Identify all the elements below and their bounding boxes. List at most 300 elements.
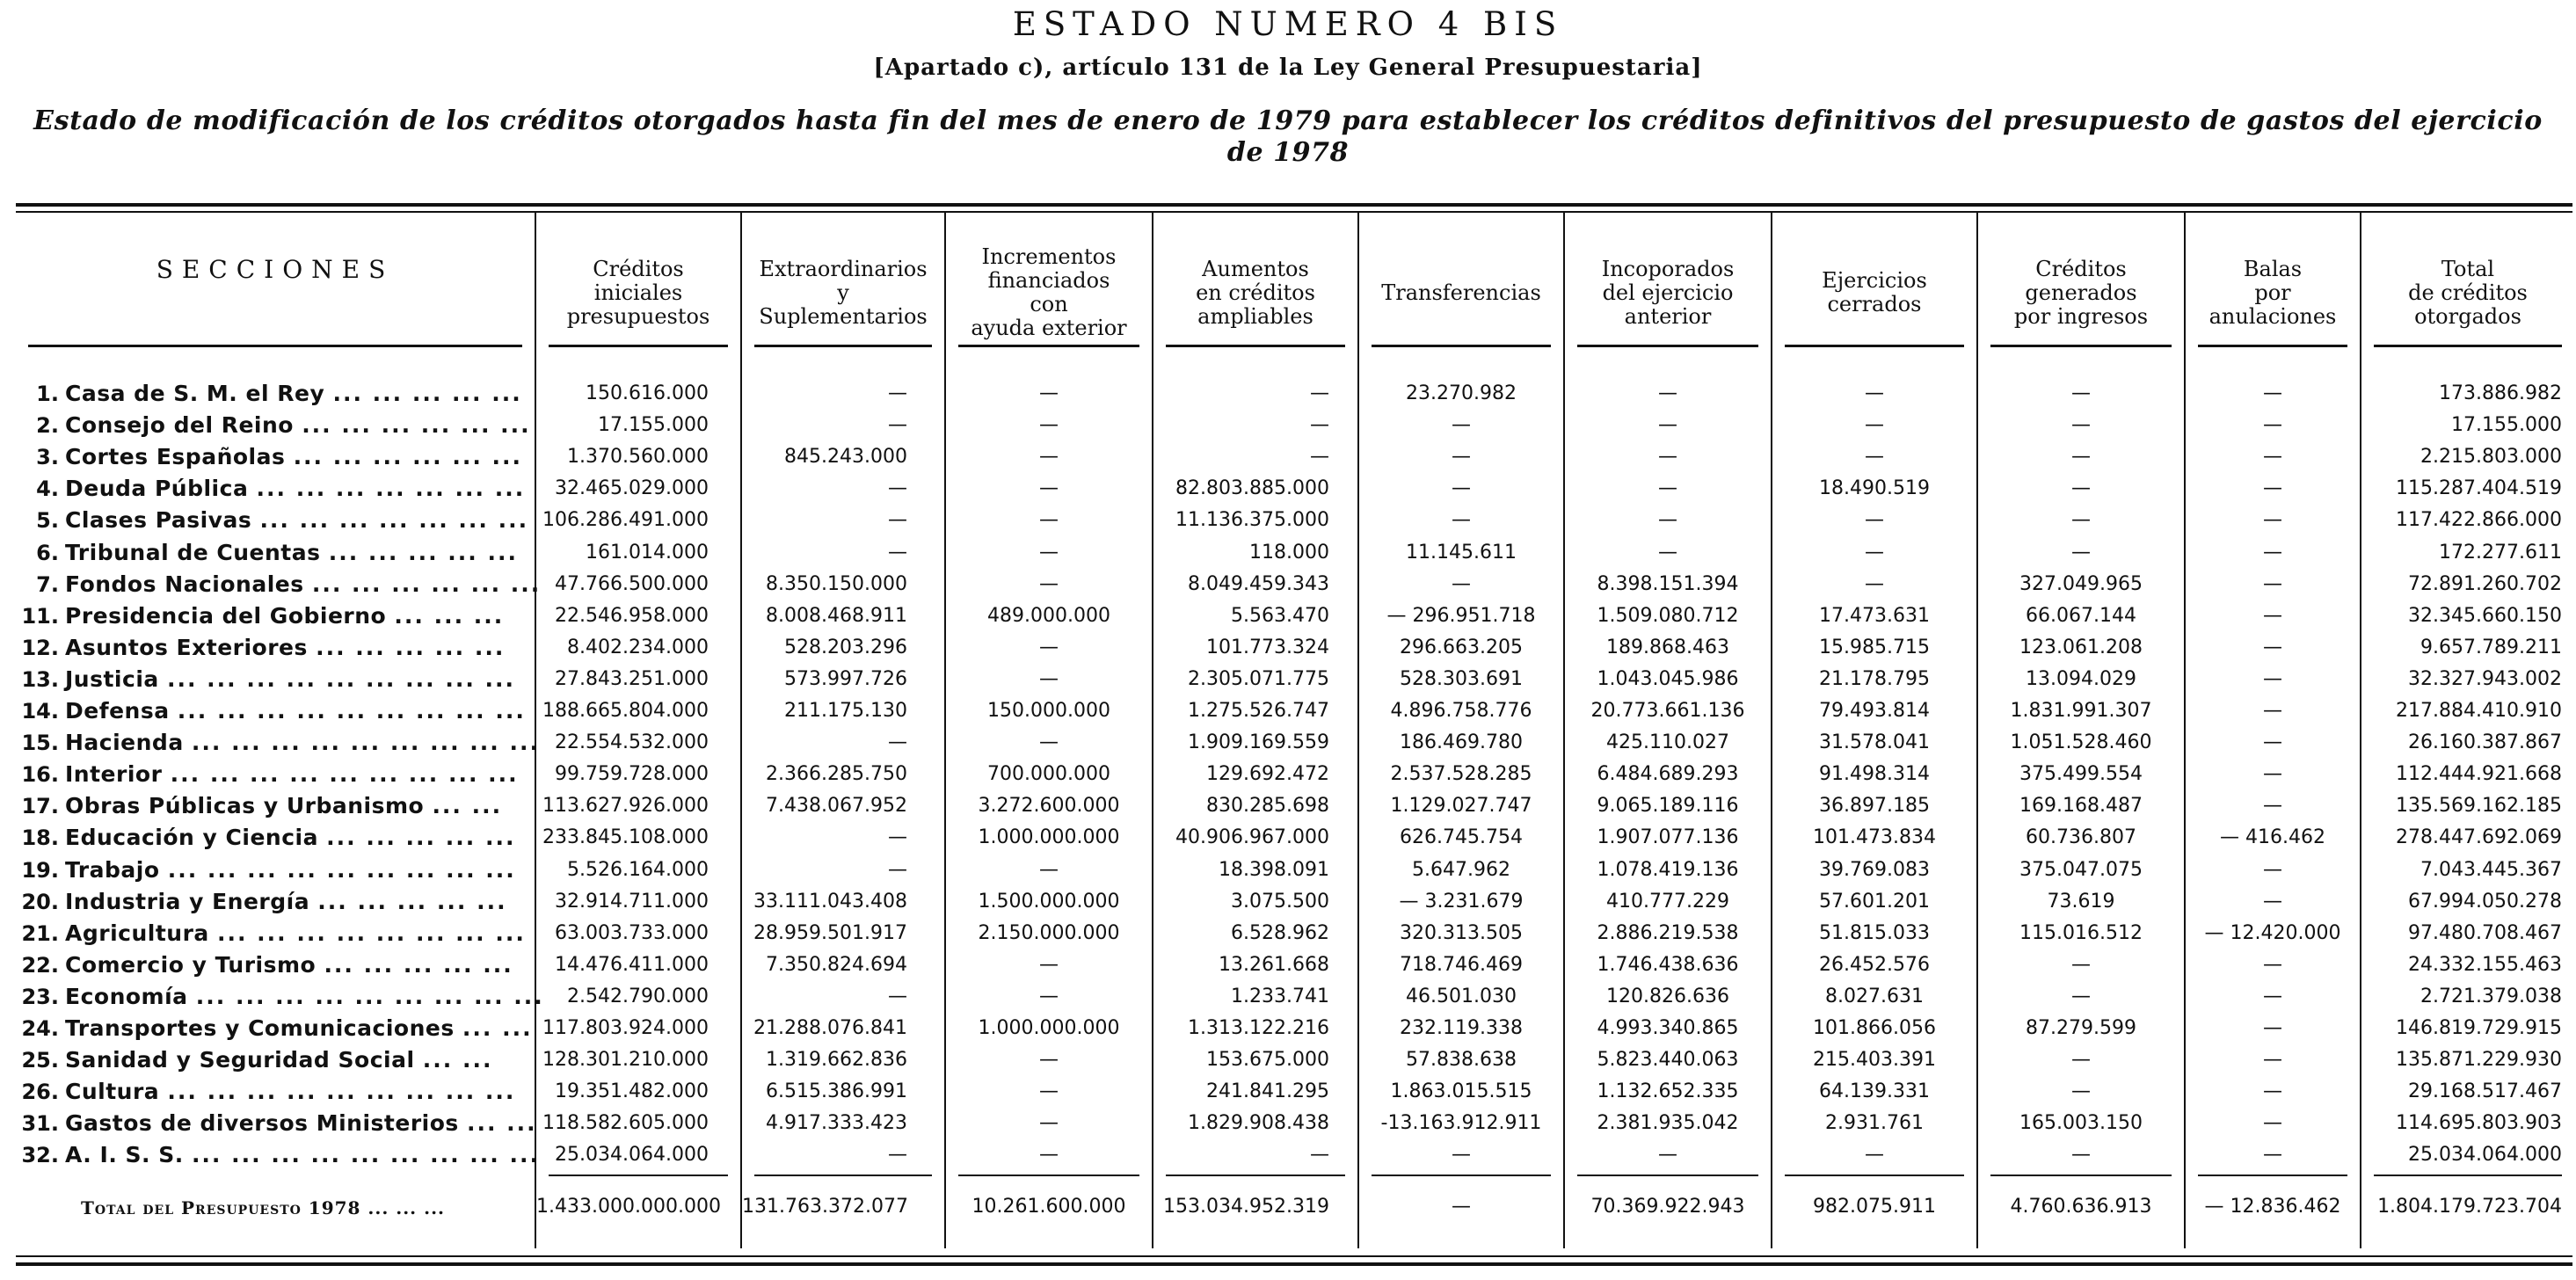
cell-c6: — [1658,1144,1677,1167]
cell-c1: 188.665.804.000 [542,700,709,722]
cell-c4: 6.528.962 [1231,921,1329,944]
cell-c6: 2.381.935.042 [1597,1112,1739,1135]
row-number: 14. [21,699,59,724]
column-header-c3: Incrementos financiados con ayuda exterior [971,244,1127,340]
cell-c8: 1.051.528.460 [2010,731,2152,754]
cell-c4: 1.275.526.747 [1188,700,1329,722]
cell-c2: 8.350.150.000 [766,572,907,595]
table-row [0,378,2576,410]
cell-c3: — [1039,731,1059,754]
cell-c3: — [1039,1049,1059,1072]
cell-c4: 2.305.071.775 [1188,667,1329,690]
cell-c5: 11.145.611 [1406,541,1517,564]
cell-c6: 1.746.438.636 [1597,953,1739,976]
cell-c7: — [1865,572,1884,595]
section-name-text: Hacienda [65,730,192,756]
cell-c10: 29.168.517.467 [2408,1080,2562,1103]
cell-c1: 113.627.926.000 [542,795,709,818]
cell-c7: 51.815.033 [1819,921,1930,944]
cell-c8: 60.736.807 [2026,826,2136,849]
cell-c9: — [2263,446,2282,469]
leader-dots: ... ... ... ... ... [317,888,507,914]
table-row [0,600,2576,632]
cell-c3: 1.000.000.000 [978,1017,1120,1039]
table-row [0,822,2576,854]
row-number: 2. [36,413,59,439]
cell-c4: 1.829.908.438 [1188,1112,1329,1135]
table-row [0,1139,2576,1171]
section-name-text: Sanidad y Seguridad Social [65,1047,423,1073]
cell-c1: 19.351.482.000 [555,1080,709,1103]
cell-c1: 161.014.000 [586,541,709,564]
cell-c10: 278.447.692.069 [2396,826,2562,849]
cell-c3: — [1039,1112,1059,1135]
cell-c6: 8.398.151.394 [1597,572,1739,595]
cell-c10: 115.287.404.519 [2396,477,2562,500]
total-separator [1166,1175,1345,1176]
cell-c4: — [1310,414,1329,437]
table-row [0,441,2576,473]
section-name-text: Fondos Nacionales [65,571,312,597]
cell-c6: — [1658,446,1677,469]
cell-c7: 26.452.576 [1819,953,1930,976]
cell-c2: 28.959.501.917 [753,921,907,944]
cell-c1: 118.582.605.000 [542,1112,709,1135]
section-name-text: Industria y Energía [65,888,318,914]
cell-c6: 189.868.463 [1606,636,1729,658]
row-number: 13. [21,666,59,692]
cell-c4: — [1310,446,1329,469]
cell-c10: 9.657.789.211 [2420,636,2562,658]
cell-c3: — [1039,509,1059,532]
cell-c7: — [1865,541,1884,564]
section-name-text: A. I. S. S. [65,1142,192,1168]
cell-c9: — [2263,541,2282,564]
cell-c9: — [2263,604,2282,627]
cell-c8: 327.049.965 [2019,572,2143,595]
row-section-name [65,1079,527,1104]
cell-c5: — [1452,1196,1471,1218]
cell-c9: — [2263,572,2282,595]
row-section-name [65,825,527,850]
leader-dots: ... ... ... ... ... ... [311,571,542,597]
cell-c1: 22.554.532.000 [555,731,709,754]
cell-c4: 1.233.741 [1231,985,1329,1007]
cell-c1: 233.845.108.000 [542,826,709,849]
leader-dots: ... ... ... ... ... ... ... ... ... [195,983,544,1009]
cell-c8: — [2071,382,2091,404]
cell-c5: 528.303.691 [1400,667,1523,690]
row-number: 17. [21,794,59,819]
cell-c4: 241.841.295 [1206,1080,1329,1103]
table-row [0,664,2576,695]
cell-c9: — [2263,667,2282,690]
leader-dots: ... ... ... ... ... ... ... ... ... [191,1142,540,1168]
row-number: 26. [21,1080,59,1105]
row-section-name [65,540,527,565]
cell-c6: — [1658,541,1677,564]
cell-c8: 375.047.075 [2019,858,2143,881]
total-separator [1372,1175,1551,1176]
cell-c5: 2.537.528.285 [1390,763,1532,786]
cell-c7: — [1865,509,1884,532]
cell-c8: 73.619 [2047,890,2115,913]
cell-c2: 211.175.130 [784,700,907,722]
cell-c9: — [2263,700,2282,722]
cell-c6: 70.369.922.943 [1590,1196,1745,1218]
cell-c6: 425.110.027 [1606,731,1729,754]
cell-c8: 375.499.554 [2019,763,2143,786]
cell-c6: 1.132.652.335 [1597,1080,1739,1103]
table-row [0,505,2576,536]
cell-c2: 6.515.386.991 [766,1080,907,1103]
cell-c8: 115.016.512 [2019,921,2143,944]
cell-c2: 2.366.285.750 [766,763,907,786]
cell-c5: — [1452,446,1471,469]
cell-c1: 14.476.411.000 [555,953,709,976]
table-row [0,1013,2576,1044]
section-name-text: Deuda Pública [65,476,257,502]
cell-c7: 18.490.519 [1819,477,1930,500]
cell-c6: — [1658,509,1677,532]
section-name-text: Presidencia del Gobierno [65,602,395,629]
cell-c9: — [2263,1017,2282,1039]
cell-c2: 33.111.043.408 [753,890,907,913]
cell-c10: 97.480.708.467 [2408,921,2562,944]
row-section-name [65,983,544,1009]
leader-dots: ... ... ... ... ... [326,825,516,851]
row-section-name [65,507,527,533]
cell-c3: 150.000.000 [987,700,1110,722]
row-number: 6. [36,540,59,565]
row-section-name [65,793,527,818]
cell-c4: 129.692.472 [1206,763,1329,786]
cell-c9: — [2263,1144,2282,1167]
total-separator [958,1175,1139,1176]
cell-c1: 128.301.210.000 [542,1049,709,1072]
row-number: 23. [21,984,59,1009]
row-section-name [65,571,542,597]
cell-c4: 1.313.122.216 [1188,1017,1329,1039]
section-name-text: Gastos de diversos Ministerios [65,1110,467,1137]
cell-c10: 17.155.000 [2451,414,2562,437]
table-row [0,569,2576,600]
cell-c1: 63.003.733.000 [555,921,709,944]
cell-c10: 1.804.179.723.704 [2377,1196,2562,1218]
leader-dots: ... ... ... ... ... ... ... ... ... [166,665,516,692]
cell-c5: 320.313.505 [1400,921,1523,944]
cell-c10: 72.891.260.702 [2408,572,2562,595]
cell-c2: — [888,541,907,564]
cell-c1: 17.155.000 [598,414,709,437]
cell-c9: — [2263,414,2282,437]
cell-c1: 5.526.164.000 [567,858,709,881]
cell-c1: 25.034.064.000 [555,1144,709,1167]
row-number: 24. [21,1016,59,1041]
cell-c3: — [1039,477,1059,500]
cell-c4: 118.000 [1249,541,1329,564]
cell-c5: — [1452,414,1471,437]
cell-c9: — [2263,477,2282,500]
row-number: 12. [21,635,59,660]
cell-c3: 2.150.000.000 [978,921,1120,944]
cell-c10: 172.277.611 [2439,541,2562,564]
cell-c6: 6.484.689.293 [1597,763,1739,786]
leader-dots: ... ... ... ... ... [332,381,522,406]
cell-c8: 165.003.150 [2019,1112,2143,1135]
cell-c5: 296.663.205 [1400,636,1523,658]
cell-c9: — [2263,1112,2282,1135]
cell-c5: 1.129.027.747 [1390,795,1532,818]
cell-c1: 106.286.491.000 [542,509,709,532]
table-row [0,886,2576,918]
row-number: 7. [36,571,59,597]
cell-c3: — [1039,541,1059,564]
leader-dots: ... ... [462,1015,533,1041]
cell-c9: — [2263,763,2282,786]
row-section-name [65,1047,527,1073]
row-section-name [65,476,527,501]
row-number: 25. [21,1048,59,1073]
row-number: 21. [21,920,59,946]
cell-c2: — [888,858,907,881]
leader-dots: ... ... ... ... ... ... [293,444,523,470]
cell-c9: — 12.420.000 [2204,921,2341,944]
cell-c7: 91.498.314 [1819,763,1930,786]
row-number: 31. [21,1111,59,1137]
row-section-name [65,635,527,660]
cell-c2: 131.763.372.077 [742,1196,908,1218]
cell-c7: 15.985.715 [1819,636,1930,658]
cell-c4: 18.398.091 [1219,858,1329,881]
row-section-name [65,698,527,724]
row-number: 4. [36,476,59,502]
cell-c8: 13.094.029 [2026,667,2136,690]
section-name-text: Trabajo [65,856,168,883]
cell-c9: — [2263,382,2282,404]
row-section-name [65,412,531,439]
cell-c2: — [888,731,907,754]
cell-c7: 2.931.761 [1825,1112,1924,1135]
cell-c2: 7.350.824.694 [766,953,907,976]
cell-c7: 36.897.185 [1819,795,1930,818]
cell-c3: — [1039,667,1059,690]
cell-c6: 410.777.229 [1606,890,1729,913]
leader-dots: ... ... [422,1047,493,1073]
section-name-text: Casa de S. M. el Rey [65,381,333,406]
table-row [0,1108,2576,1139]
cell-c8: — [2071,985,2091,1007]
cell-c8: 87.279.599 [2026,1017,2136,1039]
leader-dots: ... ... ... ... ... ... ... [256,476,526,502]
cell-c3: — [1039,858,1059,881]
cell-c3: — [1039,414,1059,437]
cell-c4: 82.803.885.000 [1175,477,1329,500]
cell-c5: 4.896.758.776 [1390,700,1532,722]
row-section-name [65,730,540,756]
cell-c3: — [1039,636,1059,658]
row-section-name [65,381,527,406]
cell-c2: 1.319.662.836 [766,1049,907,1072]
cell-c5: — [1452,509,1471,532]
row-number: 19. [21,857,59,883]
leader-dots: ... ... ... [394,602,505,629]
cell-c3: 3.272.600.000 [978,795,1120,818]
cell-c7: 31.578.041 [1819,731,1930,754]
cell-c4: 13.261.668 [1219,953,1329,976]
cell-c2: 21.288.076.841 [753,1017,907,1039]
leader-dots: ... ... ... ... ... ... ... ... ... [177,698,526,724]
cell-c1: 32.914.711.000 [555,890,709,913]
leader-dots: ... ... ... ... ... ... [302,412,531,439]
section-name-text: Tribunal de Cuentas [65,539,329,565]
page-description: Estado de modificación de los créditos otorgados hasta fin del mes de enero de 1979 para establecer los créditos definitivos del presupuesto de gastos del ejercicio de 1978 [33,105,2543,168]
table-row [0,759,2576,790]
table-row [0,918,2576,949]
cell-c5: -13.163.912.911 [1380,1112,1542,1135]
cell-c4: 830.285.698 [1206,795,1329,818]
cell-c9: — [2263,1049,2282,1072]
cell-c10: 135.871.229.930 [2396,1049,2562,1072]
cell-c7: 101.473.834 [1813,826,1936,849]
cell-c2: — [888,1144,907,1167]
column-header-c1: Créditos iniciales presupuestos [566,256,710,329]
cell-c10: 32.327.943.002 [2408,667,2562,690]
bottom-rule-thin [16,1255,2572,1257]
cell-c2: 845.243.000 [784,446,907,469]
cell-c3: — [1039,953,1059,976]
cell-c10: 146.819.729.915 [2396,1017,2562,1039]
cell-c8: — [2071,541,2091,564]
cell-c7: — [1865,382,1884,404]
cell-c4: — [1310,382,1329,404]
top-rule-thick [16,203,2572,207]
cell-c1: 117.803.924.000 [542,1017,709,1039]
cell-c7: — [1865,446,1884,469]
cell-c4: 153.034.952.319 [1163,1196,1329,1218]
section-name-text: Interior [65,761,171,788]
cell-c6: 2.886.219.538 [1597,921,1739,944]
cell-c8: 123.061.208 [2019,636,2143,658]
cell-c9: — [2263,1080,2282,1103]
cell-c8: 1.831.991.307 [2010,700,2152,722]
cell-c3: — [1039,572,1059,595]
row-number: 20. [21,889,59,914]
cell-c2: 8.008.468.911 [766,604,907,627]
cell-c7: 39.769.083 [1819,858,1930,881]
cell-c3: — [1039,446,1059,469]
cell-c7: — [1865,1144,1884,1167]
section-name-text: Transportes y Comunicaciones [65,1015,462,1041]
cell-c4: 1.909.169.559 [1188,731,1329,754]
cell-c2: — [888,509,907,532]
row-section-name [65,1015,533,1041]
cell-c4: 3.075.500 [1231,890,1329,913]
table-row [0,790,2576,822]
cell-c5: 626.745.754 [1400,826,1523,849]
page-title: ESTADO NUMERO 4 BIS [1012,5,1564,43]
section-name-text: Cortes Españolas [65,444,294,470]
cell-c6: 20.773.661.136 [1590,700,1745,722]
cell-c3: — [1039,1144,1059,1167]
row-section-name [65,444,527,469]
cell-c5: 718.746.469 [1400,953,1523,976]
table-row [0,537,2576,569]
cell-c8: — [2071,509,2091,532]
cell-c2: — [888,985,907,1007]
total-separator [2198,1175,2347,1176]
table-row [0,855,2576,886]
cell-c5: 232.119.338 [1400,1017,1523,1039]
table-row [0,695,2576,727]
cell-c7: 57.601.201 [1819,890,1930,913]
row-number: 3. [36,445,59,470]
row-section-name [65,1142,540,1168]
cell-c9: — [2263,795,2282,818]
row-section-name [65,920,527,946]
leader-dots: ... ... [466,1110,537,1137]
section-name-text: Comercio y Turismo [65,951,324,978]
cell-c10: 26.160.387.867 [2408,731,2562,754]
cell-c10: 217.884.410.910 [2396,700,2562,722]
row-number: 22. [21,952,59,978]
cell-c9: — [2263,636,2282,658]
row-number: 5. [36,508,59,534]
cell-c8: 4.760.636.913 [2010,1196,2152,1218]
cell-c1: 1.370.560.000 [567,446,709,469]
cell-c10: 117.422.866.000 [2396,509,2562,532]
total-separator [1577,1175,1758,1176]
leader-dots: ... ... [432,793,503,819]
row-section-name [65,761,527,787]
cell-c1: 8.402.234.000 [567,636,709,658]
leader-dots: ... ... ... ... ... ... ... ... ... [191,730,540,756]
column-header-c4: Aumentos en créditos ampliables [1196,256,1315,329]
leader-dots: ... ... ... ... ... ... ... [259,507,529,534]
cell-c6: 9.065.189.116 [1597,795,1739,818]
cell-c8: 66.067.144 [2026,604,2136,627]
section-name-text: Clases Pasivas [65,507,260,534]
row-number: 32. [21,1143,59,1168]
cell-c10: 2.721.379.038 [2420,985,2562,1007]
cell-c1: 27.843.251.000 [555,667,709,690]
column-header-c9: Balas por anulaciones [2209,256,2337,329]
cell-c10: 32.345.660.150 [2408,604,2562,627]
cell-c2: — [888,477,907,500]
table-row [0,410,2576,441]
page-subtitle: [Apartado c), artículo 131 de la Ley General Presupuestaria] [873,55,1703,81]
cell-c1: 22.546.958.000 [555,604,709,627]
total-separator [1990,1175,2172,1176]
row-number: 1. [36,382,59,406]
cell-c3: 489.000.000 [987,604,1110,627]
leader-dots: ... ... ... ... ... ... ... ... [216,920,526,946]
table-row [0,473,2576,505]
cell-c3: — [1039,985,1059,1007]
section-name-text: Economía [65,983,196,1009]
cell-c7: 17.473.631 [1819,604,1930,627]
total-separator [754,1175,932,1176]
total-separator [2374,1175,2562,1176]
cell-c2: 528.203.296 [784,636,907,658]
row-section-name [65,1110,537,1137]
cell-c7: 8.027.631 [1825,985,1924,1007]
cell-c4: 40.906.967.000 [1175,826,1329,849]
cell-c10: 24.332.155.463 [2408,953,2562,976]
cell-c3: 10.261.600.000 [971,1196,1126,1218]
column-header-c7: Ejercicios cerrados [1822,268,1927,316]
section-name-text: Agricultura [65,920,217,946]
